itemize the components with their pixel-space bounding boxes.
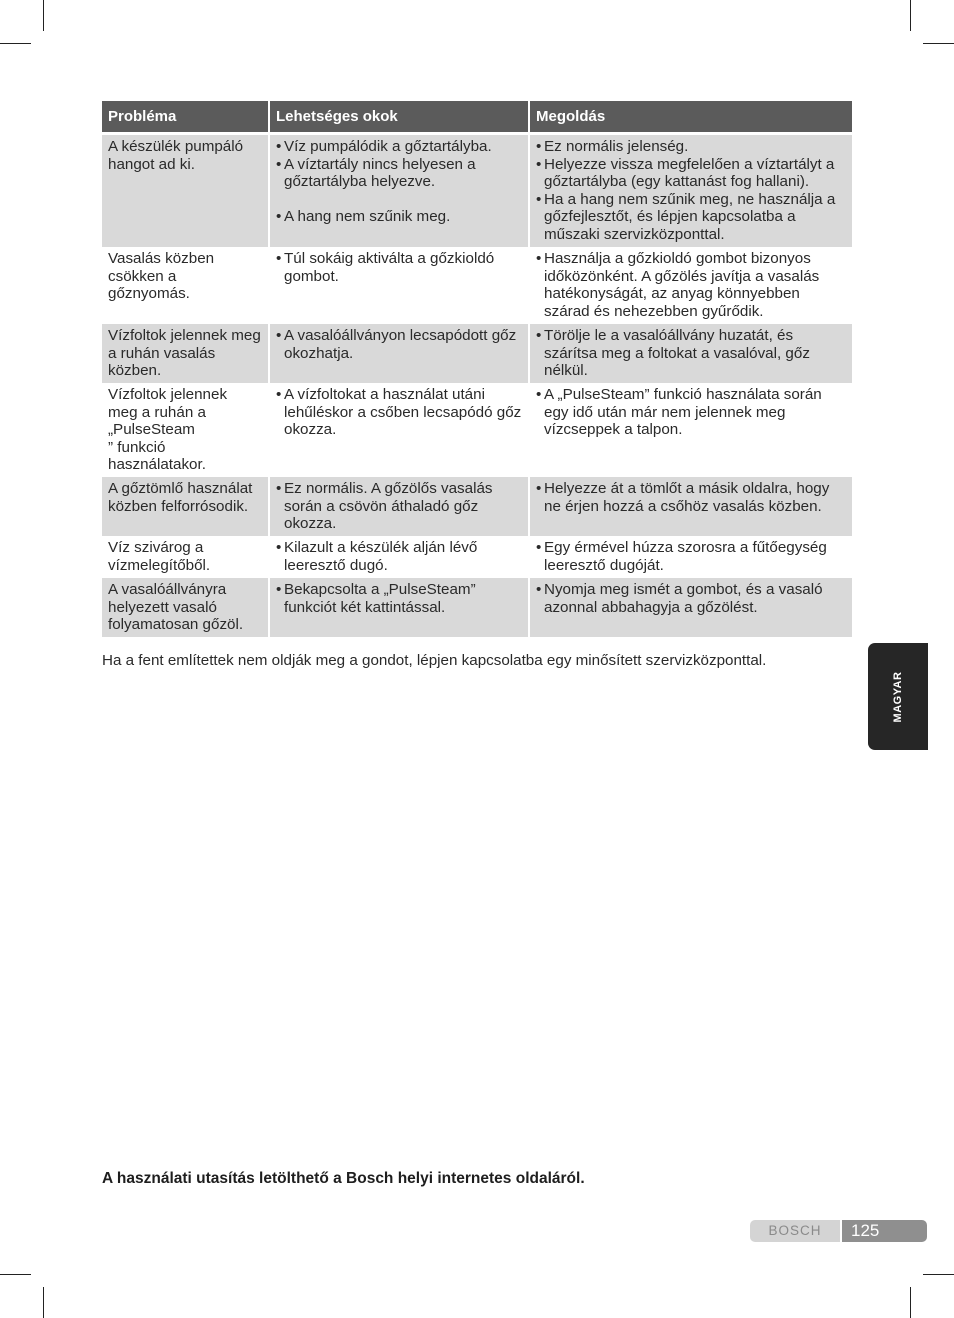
problem-cell: Vízfoltok jelennek meg a ruhán vasalás közben. — [102, 324, 268, 383]
table-row — [102, 247, 852, 324]
cause-item: • A víztartály nincs helyesen a gőztartályba helyezve. — [276, 156, 522, 191]
problem-line: ” funkció — [108, 438, 166, 456]
solution-cell — [528, 536, 852, 578]
solution-cell — [528, 578, 852, 637]
header-solution: Megoldás — [528, 101, 852, 135]
table-row — [102, 324, 852, 383]
solution-item: • Ha a hang nem szűnik meg, ne használja a gőzfejlesztőt, és lépjen kapcsolatba a műszaki szervizközponttal. — [536, 191, 846, 244]
table-header-row — [102, 101, 852, 135]
solution-cell — [528, 247, 852, 324]
cause-item: • A vasalóállványon lecsapódott gőz okozhatja. — [276, 327, 522, 362]
crop-mark — [910, 1287, 911, 1318]
cause-item: • A hang nem szűnik meg. — [276, 208, 522, 226]
crop-mark — [923, 43, 954, 44]
cause-item: • Bekapcsolta a „PulseSteam” funkciót két kattintással. — [276, 581, 522, 616]
table-row — [102, 135, 852, 247]
causes-cell — [268, 324, 528, 383]
problem-line: használatakor. — [108, 456, 206, 474]
cause-item: • Túl sokáig aktiválta a gőzkioldó gombot. — [276, 250, 522, 285]
causes-cell — [268, 247, 528, 324]
crop-mark — [43, 1287, 44, 1318]
troubleshooting-table — [102, 101, 852, 637]
solution-item: • A „PulseSteam” funkció használata során egy idő után már nem jelennek meg vízcseppek a talpon. — [536, 386, 846, 439]
solution-item: • Ez normális jelenség. — [536, 138, 846, 156]
solution-item: • Helyezze át a tömlőt a másik oldalra, hogy ne érjen hozzá a csőhöz vasalás közben. — [536, 480, 846, 515]
causes-cell — [268, 536, 528, 578]
problem-cell: A vasalóállványra helyezett vasaló folyamatosan gőzöl. — [102, 578, 268, 637]
table-row — [102, 536, 852, 578]
causes-cell — [268, 383, 528, 477]
crop-mark — [923, 1274, 954, 1275]
problem-line: Vízfoltok jelennek — [108, 386, 228, 403]
problem-cell — [102, 383, 268, 477]
problem-cell: Vasalás közben csökken a gőznyomás. — [102, 247, 268, 324]
download-note: A használati utasítás letölthető a Bosch helyi internetes oldaláról. — [102, 1170, 585, 1187]
header-problem: Probléma — [102, 101, 268, 135]
crop-mark — [43, 0, 44, 31]
solution-item: • Helyezze vissza megfelelően a víztartályt a gőztartályba (egy kattanást fog hallani). — [536, 156, 846, 191]
solution-cell — [528, 477, 852, 536]
causes-cell — [268, 135, 528, 247]
problem-cell: Víz szivárog a vízmelegítőből. — [102, 536, 268, 578]
causes-cell — [268, 578, 528, 637]
problem-line: meg a ruhán a — [108, 403, 206, 421]
page-number: 125 — [842, 1220, 927, 1242]
solution-cell — [528, 383, 852, 477]
header-causes: Lehetséges okok — [268, 101, 528, 135]
solution-cell — [528, 135, 852, 247]
problem-cell: A gőztömlő használat közben felforrósodik. — [102, 477, 268, 536]
crop-mark — [0, 43, 31, 44]
problem-cell: A készülék pumpáló hangot ad ki. — [102, 135, 268, 247]
service-note: Ha a fent említettek nem oldják meg a gondot, lépjen kapcsolatba egy minősített szervizközponttal. — [102, 652, 767, 669]
language-tab — [868, 643, 928, 750]
cause-item: • Víz pumpálódik a gőztartályba. — [276, 138, 522, 156]
table-row — [102, 477, 852, 536]
brand-label: BOSCH — [750, 1220, 840, 1242]
table-row — [102, 383, 852, 477]
cause-item: • Ez normális. A gőzölős vasalás során a csövön áthaladó gőz okozza. — [276, 480, 522, 533]
problem-line: „PulseSteam — [108, 421, 195, 439]
crop-mark — [0, 1274, 31, 1275]
causes-cell — [268, 477, 528, 536]
solution-item: • Egy érmével húzza szorosra a fűtőegység leeresztő dugóját. — [536, 539, 846, 574]
solution-item: • Használja a gőzkioldó gombot bizonyos időközönként. A gőzölés javítja a vasalás hatékonyságát, az anyag könnyebben szárad és nehezebben gyűrődik. — [536, 250, 846, 320]
language-tab-label: MAGYAR — [892, 671, 904, 722]
solution-cell — [528, 324, 852, 383]
cause-item: • A vízfoltokat a használat utáni lehűléskor a csőben lecsapódó gőz okozza. — [276, 386, 522, 439]
solution-item: • Nyomja meg ismét a gombot, és a vasaló azonnal abbahagyja a gőzölést. — [536, 581, 846, 616]
table-row — [102, 578, 852, 637]
cause-item: • Kilazult a készülék alján lévő leeresztő dugó. — [276, 539, 522, 574]
solution-item: • Törölje le a vasalóállvány huzatát, és szárítsa meg a foltokat a vasalóval, gőz nélkül. — [536, 327, 846, 380]
crop-mark — [910, 0, 911, 31]
